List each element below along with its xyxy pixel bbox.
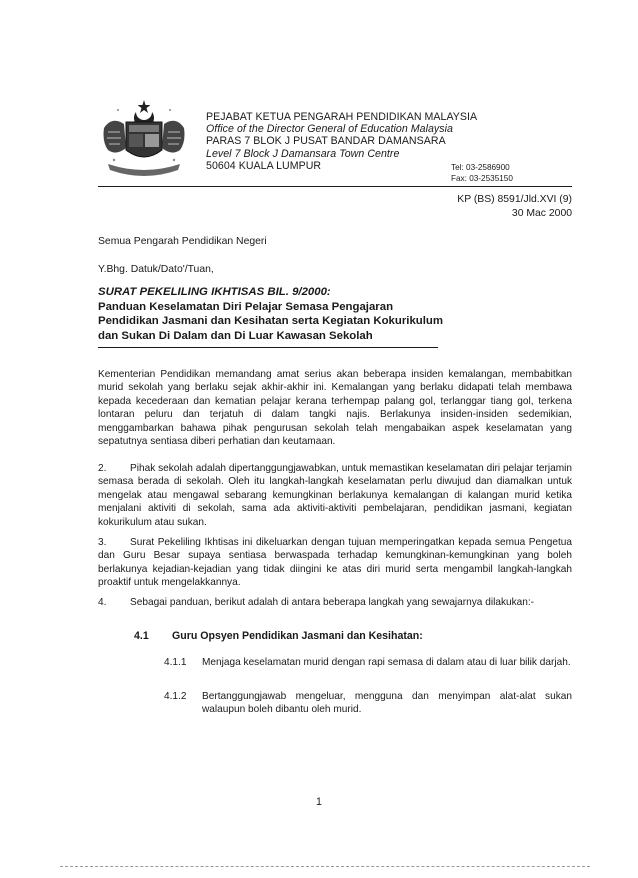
address-line: PARAS 7 BLOK J PUSAT BANDAR DAMANSARA bbox=[206, 135, 446, 148]
address-line-english: Level 7 Block J Damansara Town Centre bbox=[206, 147, 400, 160]
office-name: PEJABAT KETUA PENGARAH PENDIDIKAN MALAYSIA bbox=[206, 111, 478, 123]
reference-block bbox=[457, 193, 572, 221]
telephone: Tel: 03-2586900 bbox=[451, 163, 510, 172]
postcode-city: 50604 KUALA LUMPUR bbox=[206, 159, 322, 172]
section-number: 4.1 bbox=[134, 630, 149, 642]
paragraph-text: Surat Pekeliling Ikhtisas ini dikeluarkan dengan tujuan memperingatkan kepada semua Pengetua dan Guru Besar supaya sentiasa berwaspada terhadap kemungkinan-kemungkinan yang boleh berlakunya kejadian-kejadian yang tidak diingini ke atas diri murid serta mengambil langkah-langkah proaktif untuk mengelakkannya. bbox=[98, 537, 572, 589]
paragraph-number: 3. bbox=[98, 537, 107, 548]
paragraph-text: Sebagai panduan, berikut adalah di antara beberapa langkah yang sewajarnya dilakukan:- bbox=[130, 597, 535, 608]
subject-underline bbox=[98, 347, 438, 348]
office-name-english: Office of the Director General of Education Malaysia bbox=[206, 123, 453, 136]
list-item bbox=[164, 690, 572, 717]
item-number: 4.1.2 bbox=[164, 691, 187, 702]
list-item bbox=[164, 656, 572, 669]
contact-info bbox=[451, 162, 571, 184]
item-number: 4.1.1 bbox=[164, 657, 187, 668]
paragraph-4 bbox=[98, 596, 572, 609]
fax: Fax: 03-2535150 bbox=[451, 174, 513, 183]
reference-number: KP (BS) 8591/Jld.XVI (9) bbox=[457, 194, 572, 205]
paragraph-text: Pihak sekolah adalah dipertanggungjawabkan, untuk memastikan keselamatan diri pelajar terjamin semasa berada di sekolah. Oleh itu langkah-langkah keselamatan perlu diwujud dan diamalkan untuk mengelak atau mengawal sebarang kemungkinan berlakunya kemalangan di kalangan murid ketika menjalani aktiviti di sekolah, sama ada aktiviti-aktiviti pembelajaran, pendidikan jasmani, kegiatan kokurikulum atau sukan. bbox=[98, 463, 572, 528]
circular-number: SURAT PEKELILING IKHTISAS BIL. 9/2000: bbox=[98, 286, 331, 298]
paragraph-number: 4. bbox=[98, 597, 107, 608]
subject-line-1: Panduan Keselamatan Diri Pelajar Semasa Pengajaran bbox=[98, 300, 394, 313]
coat-of-arms-logo bbox=[98, 98, 190, 182]
subject-line-2: Pendidikan Jasmani dan Kesihatan serta Kegiatan Kokurikulum bbox=[98, 315, 443, 328]
paragraph-number: 2. bbox=[98, 463, 107, 474]
section-heading bbox=[134, 630, 423, 642]
item-text: Menjaga keselamatan murid dengan rapi semasa di dalam atau di luar bilik darjah. bbox=[202, 657, 571, 668]
paragraph-3 bbox=[98, 536, 572, 590]
page-number: 1 bbox=[316, 796, 322, 808]
item-text: Bertanggungjawab mengeluar, mengguna dan menyimpan alat-alat sukan walaupun boleh dibantu oleh murid. bbox=[202, 691, 572, 716]
scan-edge-line bbox=[60, 866, 590, 867]
subject-heading bbox=[98, 285, 518, 343]
letterhead-divider bbox=[98, 186, 572, 187]
letter-date: 30 Mac 2000 bbox=[511, 208, 572, 219]
addressee: Semua Pengarah Pendidikan Negeri bbox=[98, 236, 267, 247]
salutation: Y.Bhg. Datuk/Dato'/Tuan, bbox=[98, 264, 214, 275]
paragraph-2 bbox=[98, 462, 572, 529]
section-title: Guru Opsyen Pendidikan Jasmani dan Kesihatan: bbox=[172, 630, 423, 642]
paragraph-1: Kementerian Pendidikan memandang amat serius akan beberapa insiden kemalangan, membabitkan murid sekolah yang berlaku sejak akhir-akhir ini. Kemalangan yang berlaku didapati telah membawa kepada kecederaan dan kematian pelajar kerana terhempap palang gol, terlanggar tiang gol, terkena lontaran peluru dan terjatuh di dalam tangki najis. Berlakunya insiden-insiden sedemikian, menggambarkan bahawa pihak pengurusan sekolah telah mengabaikan aspek keselamatan yang sepatutnya sentiasa diberi perhatian dan keutamaan. bbox=[98, 369, 572, 448]
subject-line-3: dan Sukan Di Dalam dan Di Luar Kawasan Sekolah bbox=[98, 329, 373, 342]
